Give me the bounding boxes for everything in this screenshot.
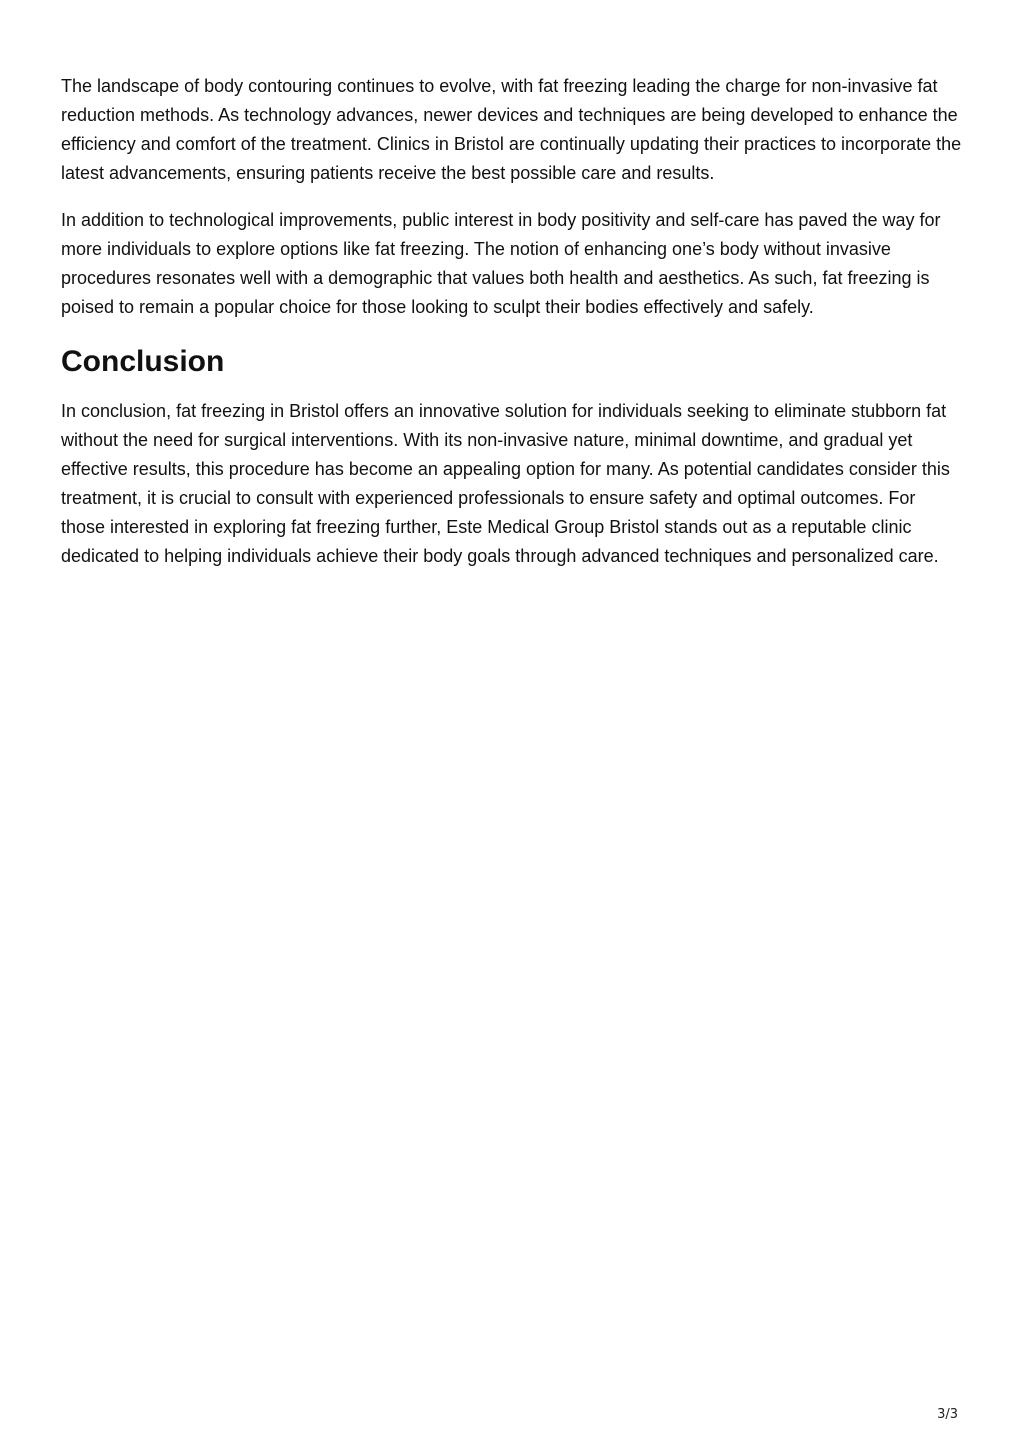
conclusion-heading: Conclusion — [61, 345, 225, 378]
paragraph-conclusion: In conclusion, fat freezing in Bristol offers an innovative solution for individuals seeking to eliminate stubborn fat without the need for surgical interventions. With its non-invasive nature, minimal downtime, and gradual yet effective results, this procedure has become an appealing option for many. As potential candidates consider this treatment, it is crucial to consult with experienced professionals to ensure safety and optimal outcomes. For those interested in exploring fat freezing further, Este Medical Group Bristol stands out as a reputable clinic dedicated to helping individuals achieve their body goals through advanced techniques and personalized care. — [61, 401, 950, 566]
paragraph-body-contouring-evolution: The landscape of body contouring continues to evolve, with fat freezing leading the charge for non-invasive fat reduction methods. As technology advances, newer devices and techniques are being developed to enhance the efficiency and comfort of the treatment. Clinics in Bristol are continually updating their practices to incorporate the latest advancements, ensuring patients receive the best possible care and results. — [61, 76, 962, 183]
paragraph-public-interest: In addition to technological improvements, public interest in body positivity and self-care has paved the way for more individuals to explore options like fat freezing. The notion of enhancing one’s body without invasive procedures resonates well with a demographic that values both health and aesthetics. As such, fat freezing is poised to remain a popular choice for those looking to sculpt their bodies effectively and safely. — [61, 210, 941, 317]
document-page — [61, 72, 963, 571]
page-number: 3/3 — [937, 1407, 958, 1422]
